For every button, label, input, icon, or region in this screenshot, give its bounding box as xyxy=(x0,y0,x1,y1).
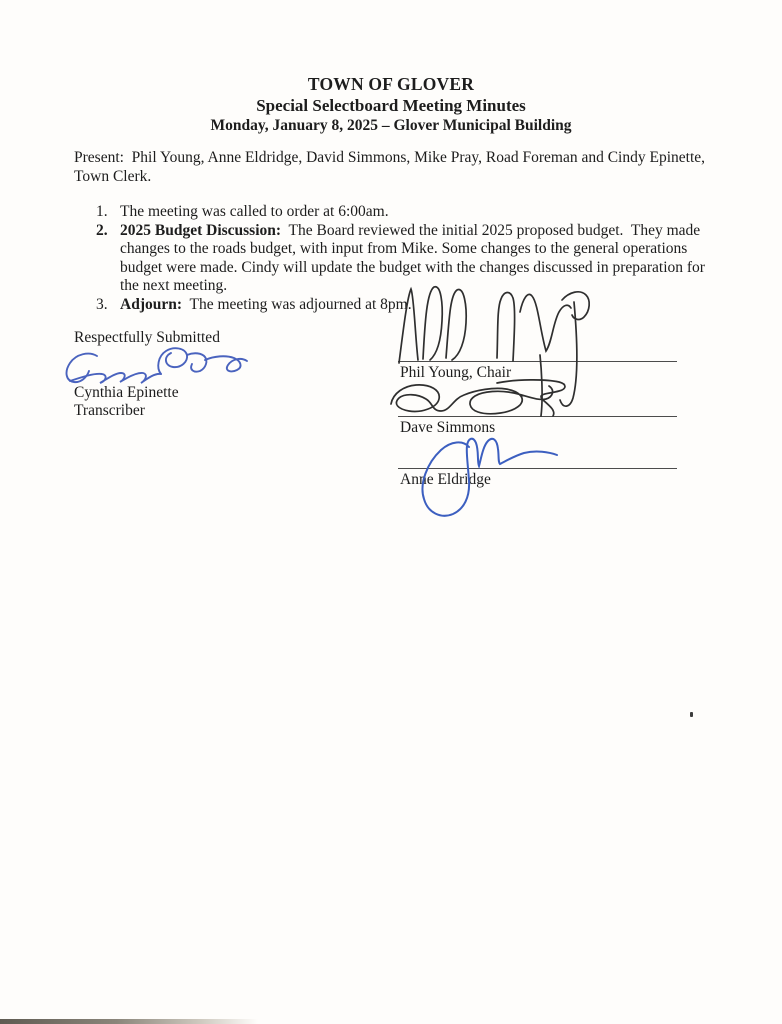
signature-label-anne-eldridge: Anne Eldridge xyxy=(400,471,491,488)
meeting-date-location: Monday, January 8, 2025 – Glover Municipal Building xyxy=(210,117,572,134)
agenda-item-number: 3. xyxy=(96,295,108,313)
dave-simmons-signature xyxy=(391,380,565,416)
scan-edge-artifact xyxy=(0,1019,258,1024)
transcriber-name: Cynthia Epinette xyxy=(74,384,179,401)
agenda-item-heading: Adjourn: xyxy=(120,295,183,313)
agenda-item-number: 1. xyxy=(96,203,108,220)
agenda-item-call-to-order xyxy=(74,203,718,222)
agenda-item-number: 2. xyxy=(96,221,108,239)
agenda-item-budget-discussion xyxy=(74,222,718,296)
signature-line-phil-young xyxy=(398,361,677,362)
document-subtitle: Special Selectboard Meeting Minutes xyxy=(256,96,526,115)
agenda-item-text: The Board reviewed the initial 2025 proposed budget. They made changes to the roads budget, with input from Mike. Some changes to the general operations budget were made. Cindy will update the budget with the changes discussed in preparation for the next meeting. xyxy=(120,221,709,294)
agenda-item-adjourn xyxy=(74,296,718,315)
present-paragraph: Present: Phil Young, Anne Eldridge, David Simmons, Mike Pray, Road Foreman and Cindy Epinette, Town Clerk. xyxy=(74,149,709,185)
signature-line-anne-eldridge xyxy=(398,468,677,469)
signature-line-dave-simmons xyxy=(398,416,677,417)
signature-label-phil-young: Phil Young, Chair xyxy=(400,364,512,381)
signature-label-dave-simmons: Dave Simmons xyxy=(400,419,496,436)
document-title: TOWN OF GLOVER xyxy=(307,74,475,94)
ink-speck xyxy=(690,712,693,717)
respectfully-submitted-text: Respectfully Submitted xyxy=(74,329,220,346)
cynthia-epinette-signature xyxy=(67,348,247,383)
agenda-item-text: The meeting was called to order at 6:00am. xyxy=(120,203,389,220)
document-header xyxy=(0,74,782,135)
agenda-item-heading: 2025 Budget Discussion: xyxy=(120,221,282,239)
agenda-item-text: The meeting was adjourned at 8pm. xyxy=(182,295,412,313)
agenda-list xyxy=(74,203,718,314)
transcriber-role: Transcriber xyxy=(74,402,145,419)
